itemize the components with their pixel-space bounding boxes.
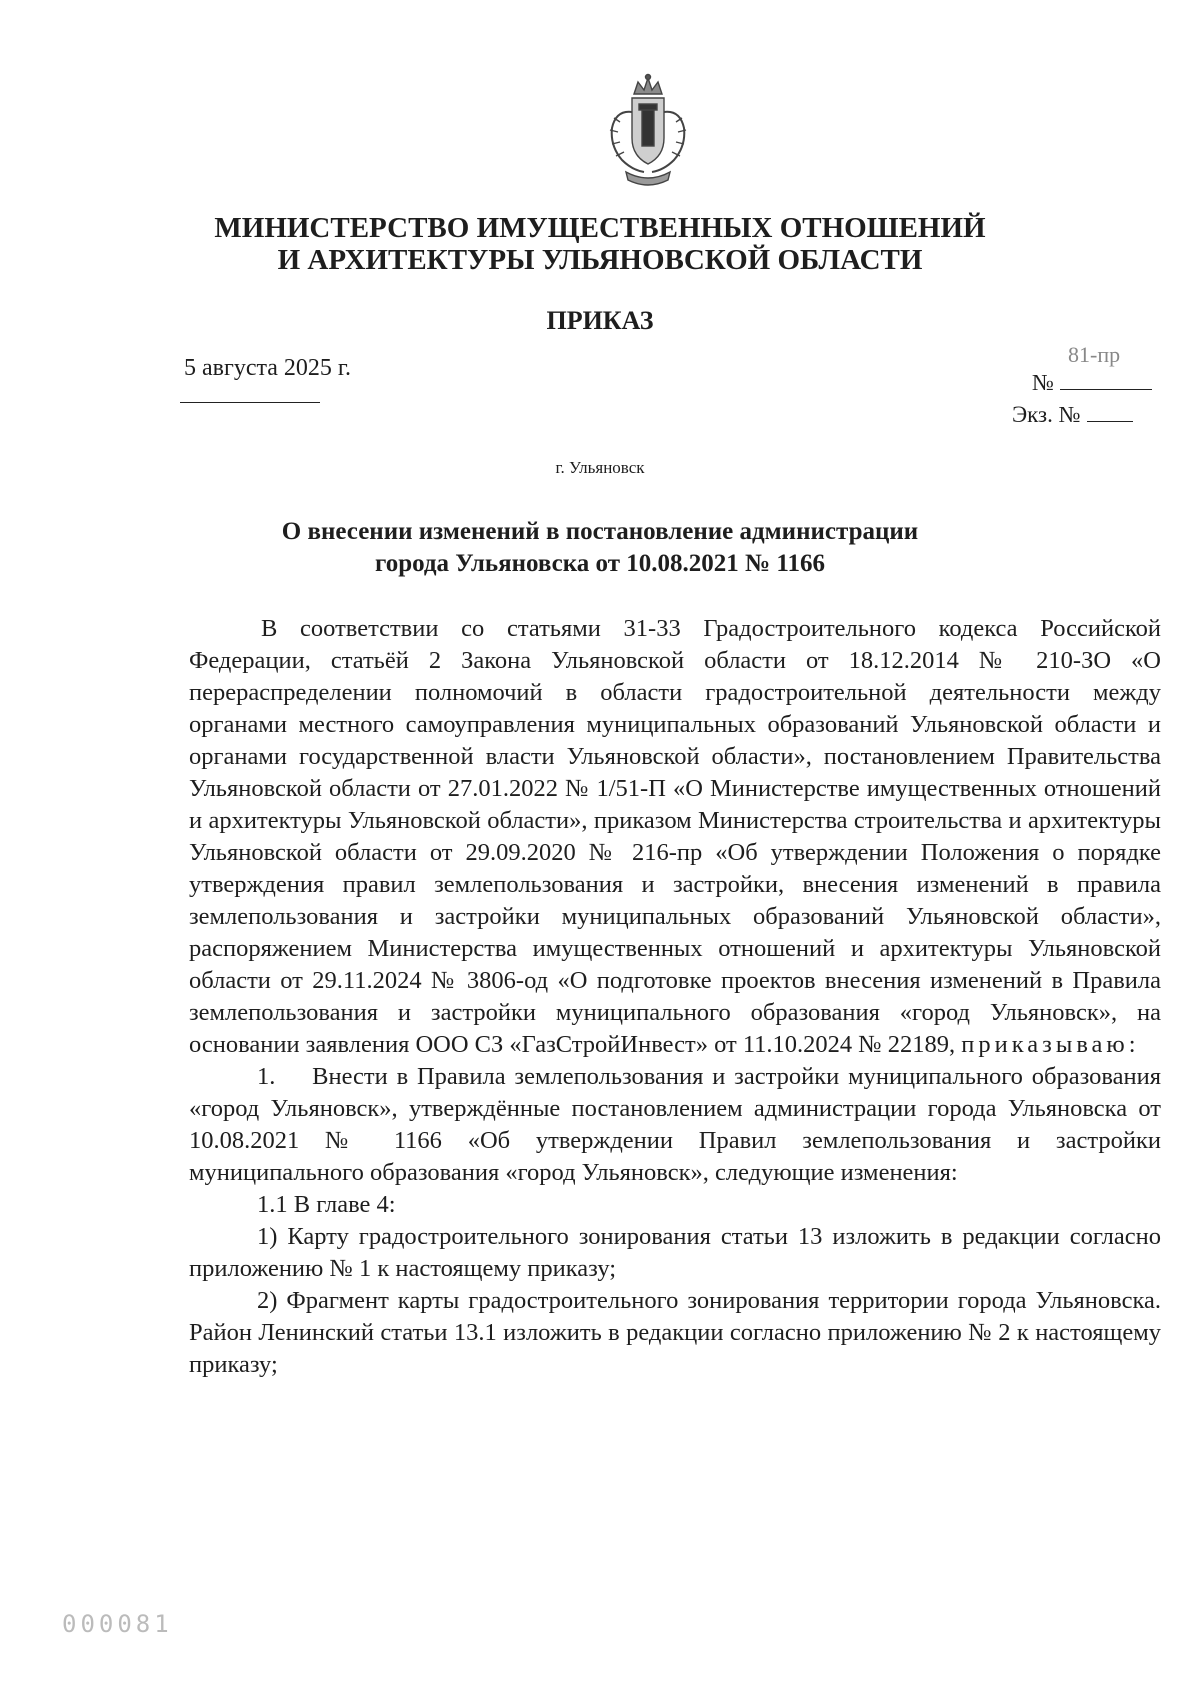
- order-number-value: 81-пр: [1068, 342, 1121, 367]
- item-1: 1. Внести в Правила землепользования и застройки муниципального образования «город Ульяновск», утверждённые постановлением администрации города Ульяновска от 10.08.2021 № 1166 «Об утверждении Правил землепользования и застройки муниципального образования «город Ульяновск», следующие изменения:: [189, 1063, 1161, 1186]
- order-number-line: [1060, 388, 1152, 390]
- preamble-text: В соответствии со статьями 31-33 Градостроительного кодекса Российской Федерации, статьёй 2 Закона Ульяновской области от 18.12.2014 № 210-ЗО «О перераспределении полномочий в области градостроительной деятельности между органами местного самоуправления муниципальных образований Ульяновской области и органами государственной власти Ульяновской области», постановлением Правительства Ульяновской области от 27.01.2022 № 1/51-П «О Министерстве имущественных отношений и архитектуры Ульяновской области», приказом Министерства строительства и архитектуры Ульяновской области от 29.09.2020 № 216-пр «Об утверждении Положения о порядке утверждения правил землепользования и застройки, внесения изменений в правила землепользования и застройки муниципальных образований Ульяновской области», распоряжением Министерства имущественных отношений и архитектуры Ульяновской области от 29.11.2024 № 3806-од «О подготовке проектов внесения изменений в Правила землепользования и застройки муниципального образования «город Ульяновск», на основании заявления ООО СЗ «ГазСтройИнвест» от 11.10.2024 № 22189,: [189, 615, 1161, 1058]
- coat-of-arms-icon: [598, 72, 698, 190]
- order-subject: [150, 516, 1050, 580]
- ministry-name-line2: И АРХИТЕКТУРЫ УЛЬЯНОВСКОЙ ОБЛАСТИ: [277, 244, 923, 276]
- page-stamp: 000081: [62, 1610, 173, 1638]
- order-date: 5 августа 2025 г.: [184, 355, 352, 381]
- order-body: [189, 613, 1161, 1381]
- document-type: ПРИКАЗ: [546, 306, 654, 335]
- subitem-1: 1) Карту градостроительного зонирования статьи 13 изложить в редакции согласно приложению № 1 к настоящему приказу;: [189, 1223, 1161, 1282]
- ministry-name-line1: МИНИСТЕРСТВО ИМУЩЕСТВЕННЫХ ОТНОШЕНИЙ: [214, 212, 986, 244]
- city: г. Ульяновск: [555, 458, 645, 477]
- preamble-paragraph: [189, 613, 1161, 1061]
- orders-word: приказываю:: [961, 1031, 1140, 1058]
- order-number-label: №: [1032, 370, 1054, 395]
- copy-number-line: [1087, 420, 1133, 422]
- order-number: [1032, 370, 1152, 396]
- date-underline: [180, 402, 320, 403]
- copy-number-label: Экз. №: [1012, 402, 1081, 427]
- ministry-name: [150, 212, 1050, 276]
- copy-number: [1012, 402, 1133, 428]
- order-subject-line2: города Ульяновска от 10.08.2021 № 1166: [374, 550, 825, 577]
- item-1-1: 1.1 В главе 4:: [257, 1191, 396, 1218]
- subitem-2: 2) Фрагмент карты градостроительного зонирования территории города Ульяновска. Район Ленинский статьи 13.1 изложить в редакции согласно приложению № 2 к настоящему приказу;: [189, 1287, 1161, 1378]
- order-subject-line1: О внесении изменений в постановление администрации: [281, 518, 919, 545]
